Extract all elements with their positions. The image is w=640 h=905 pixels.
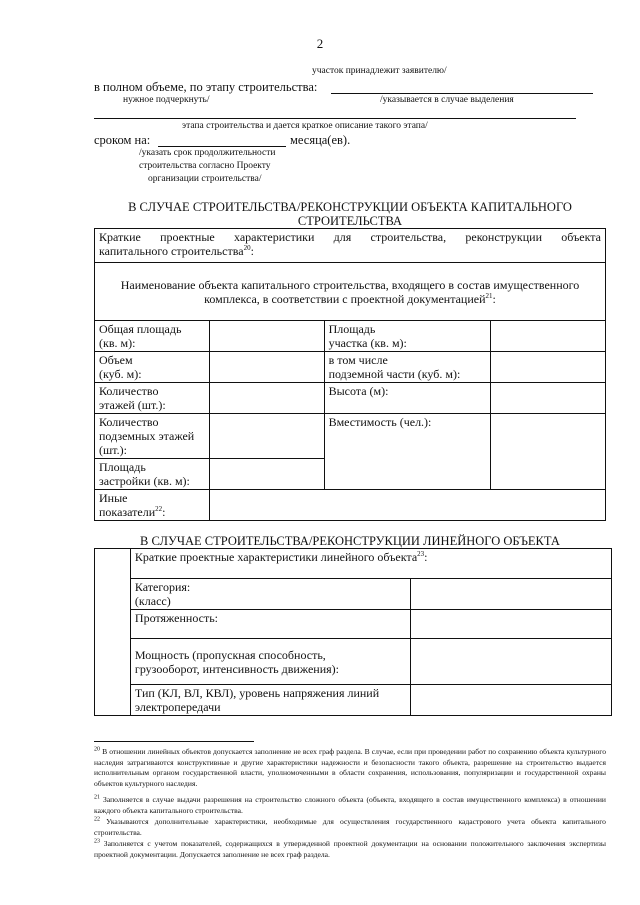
footnote-20: $^{20}$ В отношении линейных объектов допускается заполнение не всех граф раздела. В случае, если при проведении работ по сохранению объекта культурного наследия затрагиваются конструктивные и другие характеристики надежности и безопасности такого объекта, разрешение на строительство выдается исполнительным органом государственной власти, уполномоченными в области сохранения, использования, популяризации и государственной охраны объектов культурного наследия. [94,746,606,788]
stage-hint: /указывается в случае выделения [380,95,514,105]
footnote-23: $^{23}$ Заполняется с учетом показателей, содержащихся в утвержденной проектной документации на основании положительного заключения экспертизы проектной документации. Допускается заполнение не всех граф раздела. [94,838,606,859]
underground-volume-value[interactable] [491,352,606,383]
scope-text: в полном объеме, по этапу строительства: [94,80,318,94]
underline-note: нужное подчеркнуть/ [123,95,210,105]
stage-line [331,93,593,94]
height-value[interactable] [491,383,606,414]
term-hint-2: строительства согласно Проекту [139,161,271,171]
capital-heading-2: СТРОИТЕЛЬСТВА [297,214,403,228]
volume-label: Объем (куб. м): [95,352,210,383]
linear-blank-column [95,549,131,716]
owner-note: участок принадлежит заявителю/ [312,66,447,76]
capital-brief-line2: капитального строительства [99,244,244,258]
line-type-value[interactable] [411,685,612,716]
term-label: сроком на: [94,133,151,147]
capacity-label: Вместимость (чел.): [324,414,491,490]
power-label: Мощность (пропускная способность, грузооборот, интенсивность движения): [130,639,411,685]
underground-floors-label: Количество подземных этажей (шт.): [95,414,210,459]
linear-heading: В СЛУЧАЕ СТРОИТЕЛЬСТВА/РЕКОНСТРУКЦИИ ЛИНЕЙНОГО ОБЪЕКТА [140,534,560,548]
category-value[interactable] [411,579,612,610]
object-name-cell: Наименование объекта капитального строительства, входящего в состав имущественного комплекса, в соответствии с проектной документацией$^{21}$: [95,263,606,321]
underground-volume-label: в том числе подземной части (куб. м): [324,352,491,383]
line-type-label: Тип (КЛ, ВЛ, КВЛ), уровень напряжения линий электропередачи [130,685,411,716]
object-name-line1: Наименование объекта капитального строительства, входящего в состав имущественного [120,277,580,292]
power-value[interactable] [411,639,612,685]
linear-brief-cell: Краткие проектные характеристики линейного объекта$^{23}$: [130,549,611,579]
category-label: Категория: (класс) [130,579,411,610]
underground-floors-value[interactable] [209,414,324,459]
other-indicators-label: Иные показатели$^{22}$: [95,490,210,521]
stage-desc-line [94,118,576,119]
other-indicators-value[interactable] [209,490,605,521]
object-name-line2: комплекса, в соответствии с проектной документацией [204,291,486,306]
months-label: месяца(ев). [290,133,351,147]
capacity-value[interactable] [491,414,606,490]
page-number: 2 [316,36,324,51]
plot-area-value[interactable] [491,321,606,352]
footprint-value[interactable] [209,459,324,490]
footnote-ref-23: 23 [417,550,425,558]
term-line [158,146,286,147]
capital-table [94,228,606,521]
footnote-ref-21: 21 [485,291,493,300]
length-label: Протяженность: [130,610,411,639]
footnote-21: $^{21}$ Заполняется в случае выдачи разрешения на строительство сложного объекта (объекта, входящего в состав имущественного комплекса) в отношении каждого объекта капитального строительства. [94,794,606,815]
height-label: Высота (м): [324,383,491,414]
floors-value[interactable] [209,383,324,414]
footnote-ref-22: 22 [155,505,163,513]
term-hint-3: организации строительства/ [148,174,262,184]
term-hint-1: /указать срок продолжительности [139,148,276,158]
plot-area-label: Площадь участка (кв. м): [324,321,491,352]
footnote-ref-20: 20 [243,244,251,252]
length-value[interactable] [411,610,612,639]
footnote-separator [94,741,254,742]
stage-description-hint: этапа строительства и дается краткое описание такого этапа/ [182,121,428,131]
volume-value[interactable] [209,352,324,383]
total-area-value[interactable] [209,321,324,352]
footprint-label: Площадь застройки (кв. м): [95,459,210,490]
footnote-22: $^{22}$ Указываются дополнительные характеристики, необходимые для осуществления государственного кадастрового учета объекта капитального строительства. [94,816,606,837]
floors-label: Количество этажей (шт.): [95,383,210,414]
capital-brief-line1: Краткие проектные характеристики для строительства, реконструкции объекта [99,230,601,244]
capital-heading-1: В СЛУЧАЕ СТРОИТЕЛЬСТВА/РЕКОНСТРУКЦИИ ОБЪЕКТА КАПИТАЛЬНОГО [128,200,572,214]
linear-table [94,548,612,716]
total-area-label: Общая площадь (кв. м): [95,321,210,352]
capital-brief-cell: Краткие проектные характеристики для строительства, реконструкции объекта капитального строительства$^{20}$: [95,229,606,263]
